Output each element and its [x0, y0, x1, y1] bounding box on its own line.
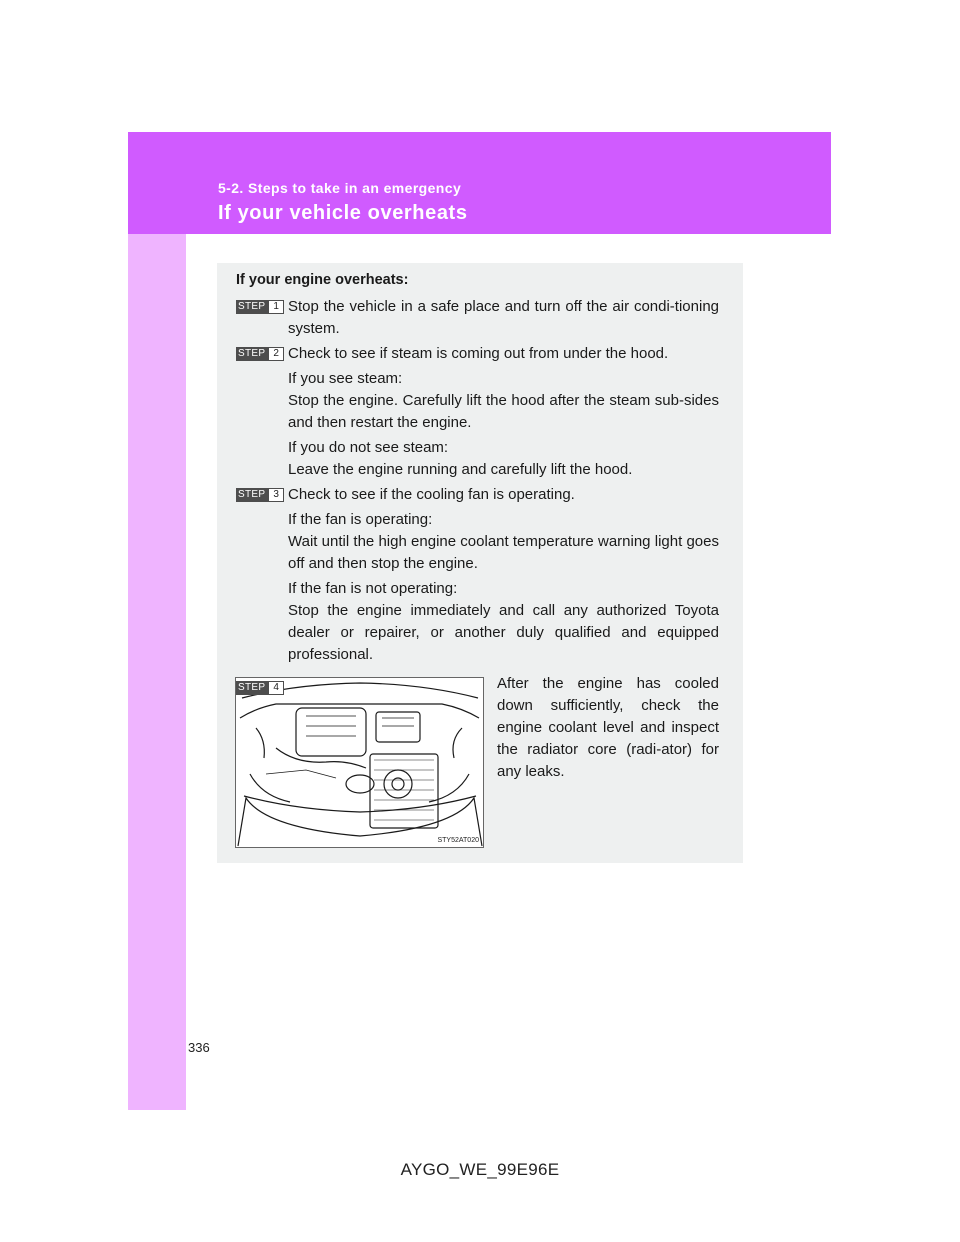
step-2-badge [236, 347, 284, 361]
step-3-case-1-action: Wait until the high engine coolant temperature warning light goes off and then stop the engine. [288, 533, 719, 572]
step-3-text: Check to see if the cooling fan is operating. [288, 486, 575, 503]
step-badge-number: 3 [268, 488, 284, 502]
procedure-heading: If your engine overheats: [236, 272, 409, 288]
step-2-text: Check to see if steam is coming out from under the hood. [288, 345, 669, 362]
step-3-badge [236, 488, 284, 502]
step-badge-number: 2 [268, 347, 284, 361]
step-badge-number: 4 [268, 681, 284, 695]
side-thumb-strip [128, 234, 186, 1110]
engine-bay-drawing [236, 678, 483, 847]
step-badge-label: STEP [236, 347, 268, 361]
engine-compartment-illustration [235, 677, 484, 848]
step-badge-label: STEP [236, 488, 268, 502]
step-3-case-1-condition: If the fan is operating: [288, 511, 433, 528]
step-3-case-2-action: Stop the engine immediately and call any authorized Toyota dealer or repairer, or another duly qualified and equipped professional. [288, 602, 719, 663]
step-2-case-2-condition: If you do not see steam: [288, 439, 449, 456]
step-1-text: Stop the vehicle in a safe place and turn off the air condi-tioning system. [288, 298, 719, 337]
step-2-case-1-action: Stop the engine. Carefully lift the hood after the steam sub-sides and then restart the engine. [288, 392, 719, 431]
step-3-case-2-condition: If the fan is not operating: [288, 580, 458, 597]
step-badge-number: 1 [268, 300, 284, 314]
document-code: AYGO_WE_99E96E [400, 1160, 560, 1179]
page-number: 336 [188, 1040, 210, 1055]
step-2-case-2-action: Leave the engine running and carefully lift the hood. [288, 461, 633, 478]
step-4-text: After the engine has cooled down sufficiently, check the engine coolant level and inspect the radiator core (radi-ator) for any leaks. [497, 675, 719, 780]
illustration-code: STY52AT020 [437, 837, 479, 844]
step-badge-label: STEP [236, 681, 268, 695]
page-title: If your vehicle overheats [218, 202, 468, 224]
section-label: 5-2. Steps to take in an emergency [218, 180, 462, 196]
step-4-badge [236, 681, 284, 695]
step-1-badge [236, 300, 284, 314]
step-badge-label: STEP [236, 300, 268, 314]
step-2-case-1-condition: If you see steam: [288, 370, 403, 387]
